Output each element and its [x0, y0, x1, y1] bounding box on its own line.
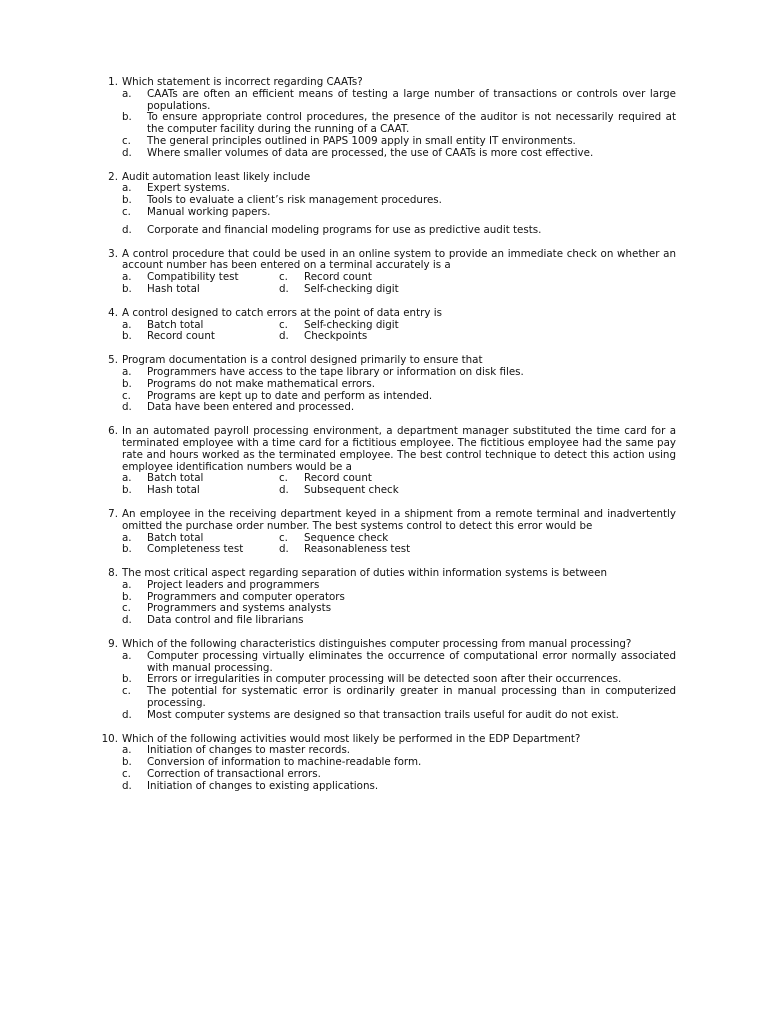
option-letter: d.	[122, 708, 132, 721]
option-d	[279, 485, 676, 497]
option-text: Initiation of changes to master records.	[147, 744, 351, 757]
option-text: Batch total	[147, 531, 204, 544]
option-letter: d.	[279, 484, 289, 497]
option-letter: a.	[122, 472, 132, 485]
option-letter: c.	[279, 531, 288, 544]
option-letter: d.	[122, 146, 132, 159]
question-stem: Audit automation least likely include	[122, 170, 311, 183]
option-d	[122, 710, 676, 722]
question-list	[98, 77, 676, 793]
option-letter: d.	[122, 779, 132, 792]
question-4	[98, 308, 676, 343]
option-b	[122, 544, 279, 556]
option-letter: d.	[279, 330, 289, 343]
question-stem: Which of the following activities would most likely be performed in the EDP Department?	[122, 732, 581, 745]
option-b	[122, 284, 279, 296]
question-stem: The most critical aspect regarding separation of duties within information systems is between	[122, 567, 607, 580]
option-letter: b.	[122, 111, 132, 124]
option-d	[122, 402, 676, 414]
option-c	[122, 686, 676, 710]
option-letter: b.	[122, 756, 132, 769]
option-letter: c.	[279, 318, 288, 331]
question-number: 6.	[108, 425, 118, 438]
option-d	[122, 225, 676, 237]
option-d	[122, 148, 676, 160]
option-grid	[122, 320, 676, 344]
option-text: Data have been entered and processed.	[147, 401, 355, 414]
question-stem: A control procedure that could be used in an online system to provide an immediate check on whether an account number has been entered on a terminal accurately is a	[122, 247, 676, 272]
question-2	[98, 172, 676, 237]
option-letter: a.	[122, 531, 132, 544]
option-text: Programs do not make mathematical errors.	[147, 377, 376, 390]
option-text: Completeness test	[147, 543, 244, 556]
option-text: Batch total	[147, 472, 204, 485]
question-9	[98, 639, 676, 722]
question-number: 4.	[108, 306, 118, 319]
option-text: Sequence check	[304, 531, 389, 544]
question-number: 1.	[108, 76, 118, 88]
option-letter: a.	[122, 744, 132, 757]
question-3	[98, 249, 676, 296]
option-letter: d.	[279, 543, 289, 556]
option-text: Batch total	[147, 318, 204, 331]
option-b	[122, 485, 279, 497]
option-text: Tools to evaluate a client’s risk management procedures.	[147, 194, 442, 207]
question-6	[98, 426, 676, 497]
option-letter: b.	[122, 543, 132, 556]
option-text: Programmers and computer operators	[147, 590, 345, 603]
option-b	[122, 112, 676, 136]
option-letter: c.	[122, 389, 131, 402]
question-10	[98, 734, 676, 793]
option-b	[122, 331, 279, 343]
option-letter: d.	[122, 223, 132, 236]
question-stem: In an automated payroll processing environment, a department manager substituted the time card for a terminated employee with a time card for a fictitious employee. The fictitious employee had the same pay rate and hours worked as the terminated employee. The best control technique to detect this action using employee identification numbers would be a	[122, 425, 676, 473]
option-text: Self-checking digit	[304, 318, 399, 331]
option-d	[122, 615, 676, 627]
question-number: 7.	[108, 507, 118, 520]
option-text: Programmers and systems analysts	[147, 602, 332, 615]
option-a	[122, 89, 676, 113]
option-text: Expert systems.	[147, 182, 230, 195]
option-letter: b.	[122, 282, 132, 295]
option-letter: c.	[279, 472, 288, 485]
option-a	[122, 651, 676, 675]
option-letter: c.	[122, 205, 131, 218]
option-d	[279, 284, 676, 296]
question-8	[98, 568, 676, 627]
option-letter: c.	[279, 271, 288, 284]
option-text: Manual working papers.	[147, 205, 271, 218]
option-text: Data control and file librarians	[147, 614, 304, 627]
option-letter: c.	[122, 685, 131, 698]
option-text: Record count	[304, 271, 372, 284]
option-letter: b.	[122, 484, 132, 497]
option-letter: c.	[122, 602, 131, 615]
question-stem: An employee in the receiving department keyed in a shipment from a remote terminal and inadvertently omitted the purchase order number. The best systems control to detect this error would be	[122, 507, 676, 532]
option-text: Computer processing virtually eliminates the occurrence of computational error normally associated with manual processing.	[147, 649, 676, 674]
option-text: Record count	[147, 330, 215, 343]
option-d	[279, 331, 676, 343]
option-text: The general principles outlined in PAPS 1009 apply in small entity IT environments.	[147, 134, 576, 147]
option-text: The potential for systematic error is ordinarily greater in manual processing than in computerized processing.	[147, 685, 676, 710]
question-number: 10.	[101, 732, 118, 745]
option-a	[122, 473, 279, 485]
question-stem: Program documentation is a control designed primarily to ensure that	[122, 354, 483, 367]
question-number: 8.	[108, 567, 118, 580]
option-letter: b.	[122, 330, 132, 343]
question-stem: Which of the following characteristics distinguishes computer processing from manual processing?	[122, 638, 632, 651]
option-text: To ensure appropriate control procedures, the presence of the auditor is not necessarily required at the computer facility during the running of a CAAT.	[147, 111, 676, 136]
option-letter: a.	[122, 87, 132, 100]
option-letter: b.	[122, 673, 132, 686]
option-letter: c.	[122, 768, 131, 781]
option-text: Where smaller volumes of data are processed, the use of CAATs is more cost effective.	[147, 146, 594, 159]
question-5	[98, 355, 676, 414]
option-text: Programs are kept up to date and perform as intended.	[147, 389, 433, 402]
option-text: Self-checking digit	[304, 282, 399, 295]
question-number: 2.	[108, 170, 118, 183]
option-grid	[122, 533, 676, 557]
option-letter: a.	[122, 182, 132, 195]
option-letter: d.	[279, 282, 289, 295]
option-letter: c.	[122, 134, 131, 147]
option-text: Compatibility test	[147, 271, 239, 284]
question-number: 5.	[108, 354, 118, 367]
option-letter: d.	[122, 614, 132, 627]
option-text: Conversion of information to machine-readable form.	[147, 756, 422, 769]
question-stem: A control designed to catch errors at the point of data entry is	[122, 306, 442, 319]
option-text: CAATs are often an efficient means of testing a large number of transactions or controls over large populations.	[147, 87, 676, 112]
option-text: Most computer systems are designed so that transaction trails useful for audit do not exist.	[147, 708, 619, 721]
option-text: Hash total	[147, 282, 200, 295]
option-d	[122, 781, 676, 793]
option-letter: d.	[122, 401, 132, 414]
question-1	[98, 77, 676, 160]
option-text: Initiation of changes to existing applications.	[147, 779, 379, 792]
question-number: 3.	[108, 247, 118, 260]
option-text: Hash total	[147, 484, 200, 497]
option-grid	[122, 272, 676, 296]
option-letter: a.	[122, 649, 132, 662]
option-d	[279, 544, 676, 556]
option-letter: a.	[122, 365, 132, 378]
question-7	[98, 509, 676, 556]
option-text: Record count	[304, 472, 372, 485]
option-text: Programmers have access to the tape library or information on disk files.	[147, 365, 524, 378]
option-text: Checkpoints	[304, 330, 368, 343]
option-letter: b.	[122, 590, 132, 603]
option-letter: a.	[122, 271, 132, 284]
option-text: Reasonableness test	[304, 543, 411, 556]
option-letter: b.	[122, 194, 132, 207]
option-letter: a.	[122, 318, 132, 331]
option-text: Correction of transactional errors.	[147, 768, 321, 781]
option-grid	[122, 473, 676, 497]
question-stem: Which statement is incorrect regarding CAATs?	[122, 76, 363, 88]
option-text: Subsequent check	[304, 484, 399, 497]
option-letter: a.	[122, 578, 132, 591]
option-text: Errors or irregularities in computer processing will be detected soon after their occurrences.	[147, 673, 622, 686]
option-c	[122, 207, 676, 219]
option-text: Project leaders and programmers	[147, 578, 320, 591]
option-a	[122, 272, 279, 284]
question-number: 9.	[108, 638, 118, 651]
option-letter: b.	[122, 377, 132, 390]
option-text: Corporate and financial modeling programs for use as predictive audit tests.	[147, 223, 542, 236]
